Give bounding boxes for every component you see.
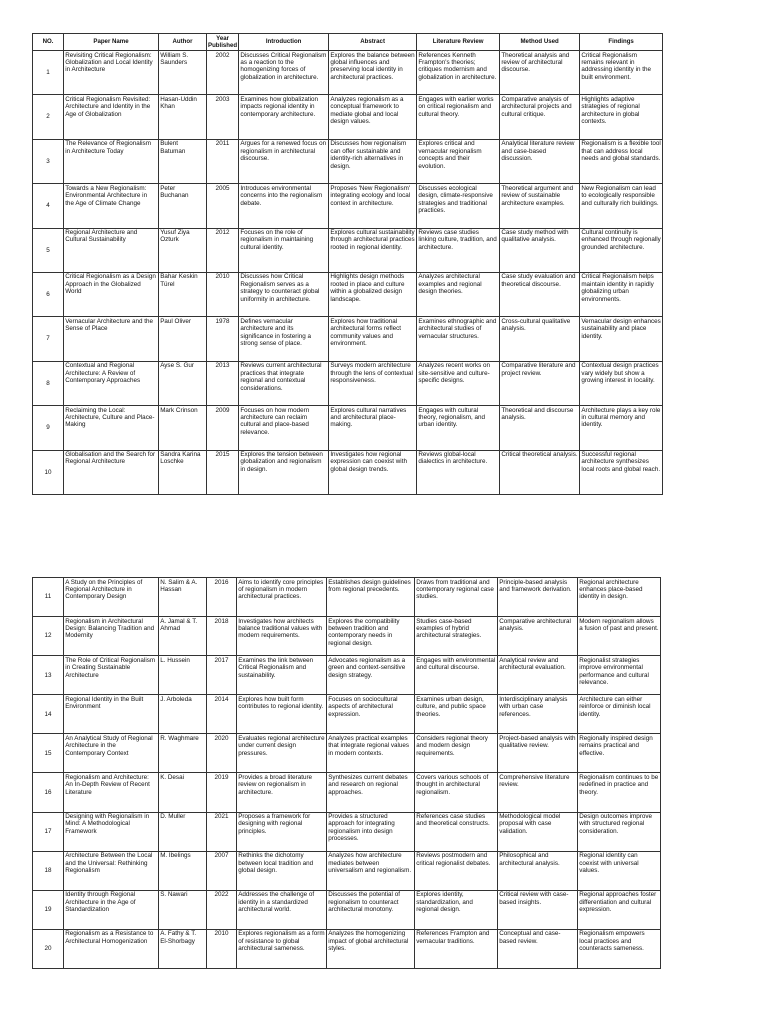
cell-author: William S. Saunders	[159, 51, 207, 95]
literature-table-top	[32, 33, 663, 495]
cell-year: 2010	[207, 929, 237, 968]
cell-method-used: Comprehensive literature review.	[498, 773, 578, 812]
cell-no: 14	[33, 695, 64, 734]
cell-method-used: Project-based analysis with qualitative review.	[498, 734, 578, 773]
table-row	[33, 773, 661, 812]
cell-introduction: Evaluates regional architecture under current design pressures.	[237, 734, 327, 773]
cell-method-used: Methodological model proposal with case validation.	[498, 812, 578, 851]
cell-method-used: Comparative literature and project review.	[500, 361, 580, 405]
cell-no: 2	[33, 95, 64, 139]
header-findings: Findings	[580, 34, 663, 51]
cell-abstract: Surveys modern architecture through the lens of contextual responsiveness.	[329, 361, 417, 405]
cell-no: 7	[33, 317, 64, 361]
cell-findings: New Regionalism can lead to ecologically responsible and culturally rich buildings.	[580, 184, 663, 228]
cell-author: Peter Buchanan	[159, 184, 207, 228]
table-row	[33, 406, 663, 450]
cell-findings: Architecture plays a key role in cultural memory and identity.	[580, 406, 663, 450]
cell-introduction: Aims to identify core principles of regionalism in modern architectural practices.	[237, 578, 327, 617]
cell-no: 6	[33, 272, 64, 316]
cell-literature-review: Draws from traditional and contemporary regional case studies.	[415, 578, 498, 617]
cell-abstract: Synthesizes current debates and research on regional approaches.	[327, 773, 415, 812]
header-literature-review: Literature Review	[417, 34, 500, 51]
table-row	[33, 734, 661, 773]
cell-paper-name: Designing with Regionalism in Mind: A Methodological Framework	[64, 812, 159, 851]
cell-literature-review: Reviews global-local dialectics in architecture.	[417, 450, 500, 494]
cell-no: 8	[33, 361, 64, 405]
cell-literature-review: Engages with cultural theory, regionalism, and urban identity.	[417, 406, 500, 450]
cell-literature-review: Discusses ecological design, climate-responsive strategies and traditional practices.	[417, 184, 500, 228]
header-no: NO.	[33, 34, 64, 51]
cell-literature-review: Analyzes recent works on site-sensitive and culture-specific designs.	[417, 361, 500, 405]
cell-literature-review: Analyzes architectural examples and regional design theories.	[417, 272, 500, 316]
cell-paper-name: Revisiting Critical Regionalism: Globalization and Local Identity in Architecture	[64, 51, 159, 95]
cell-literature-review: Examines ethnographic and architectural studies of vernacular structures.	[417, 317, 500, 361]
table-row	[33, 228, 663, 272]
cell-literature-review: Studies case-based examples of hybrid architectural strategies.	[415, 617, 498, 656]
cell-year: 2021	[207, 812, 237, 851]
cell-abstract: Explores the balance between global influences and preserving local identity in architectural practices.	[329, 51, 417, 95]
cell-findings: Design outcomes improve with structured regional consideration.	[578, 812, 661, 851]
cell-introduction: Discusses Critical Regionalism as a reaction to the homogenizing forces of globalization in architecture.	[239, 51, 329, 95]
cell-method-used: Theoretical and discourse analysis.	[500, 406, 580, 450]
cell-findings: Regionally inspired design remains practical and effective.	[578, 734, 661, 773]
cell-year: 2016	[207, 578, 237, 617]
table-row	[33, 184, 663, 228]
cell-paper-name: Contextual and Regional Architecture: A Review of Contemporary Approaches	[64, 361, 159, 405]
cell-no: 16	[33, 773, 64, 812]
cell-abstract: Explores how traditional architectural forms reflect community values and environment.	[329, 317, 417, 361]
table-row	[33, 95, 663, 139]
cell-literature-review: Examines urban design, culture, and public space theories.	[415, 695, 498, 734]
cell-author: Bahar Keskin Türel	[159, 272, 207, 316]
cell-findings: Critical Regionalism remains relevant in addressing identity in the built environment.	[580, 51, 663, 95]
cell-abstract: Proposes 'New Regionalism' integrating ecology and local context in architecture.	[329, 184, 417, 228]
header-year-published: Year Published	[208, 34, 238, 49]
table-row	[33, 929, 661, 968]
cell-paper-name: Regionalism in Architectural Design: Balancing Tradition and Modernity	[64, 617, 159, 656]
cell-year: 1978	[207, 317, 239, 361]
cell-no: 15	[33, 734, 64, 773]
cell-no: 18	[33, 851, 64, 890]
cell-method-used: Analytical literature review and case-based discussion.	[500, 139, 580, 183]
cell-author: A. Jamal & T. Ahmad	[159, 617, 207, 656]
cell-method-used: Case study method with qualitative analysis.	[500, 228, 580, 272]
cell-no: 12	[33, 617, 64, 656]
cell-author: J. Arboleda	[159, 695, 207, 734]
table-row	[33, 272, 663, 316]
cell-author: Ayse S. Gur	[159, 361, 207, 405]
cell-no: 13	[33, 656, 64, 695]
cell-method-used: Conceptual and case-based review.	[498, 929, 578, 968]
cell-abstract: Discusses how regionalism can offer sustainable and identity-rich alternatives in design.	[329, 139, 417, 183]
cell-literature-review: Reviews postmodern and critical regionalist debates.	[415, 851, 498, 890]
table-row	[33, 139, 663, 183]
cell-findings: Architecture can either reinforce or diminish local identity.	[578, 695, 661, 734]
table-row	[33, 617, 661, 656]
cell-findings: Highlights adaptive strategies of regional architecture in global contexts.	[580, 95, 663, 139]
cell-paper-name: Vernacular Architecture and the Sense of Place	[64, 317, 159, 361]
cell-paper-name: Regional Architecture and Cultural Sustainability	[64, 228, 159, 272]
cell-paper-name: The Relevance of Regionalism in Architecture Today	[64, 139, 159, 183]
cell-method-used: Philosophical and architectural analysis.	[498, 851, 578, 890]
cell-year: 2009	[207, 406, 239, 450]
header-method-used: Method Used	[500, 34, 580, 51]
cell-abstract: Explores cultural narratives and architectural place-making.	[329, 406, 417, 450]
cell-method-used: Cross-cultural qualitative analysis.	[500, 317, 580, 361]
cell-year: 2018	[207, 617, 237, 656]
table-row	[33, 51, 663, 95]
cell-introduction: Defines vernacular architecture and its significance in fostering a strong sense of place.	[239, 317, 329, 361]
cell-findings: Regionalism continues to be redefined in practice and theory.	[578, 773, 661, 812]
cell-literature-review: Reviews case studies linking culture, tradition, and architecture.	[417, 228, 500, 272]
cell-author: R. Waghmare	[159, 734, 207, 773]
cell-literature-review: References case studies and theoretical constructs.	[415, 812, 498, 851]
cell-no: 9	[33, 406, 64, 450]
table-row	[33, 450, 663, 494]
cell-year: 2002	[207, 51, 239, 95]
cell-abstract: Analyzes practical examples that integrate regional values in modern contexts.	[327, 734, 415, 773]
cell-year: 2013	[207, 361, 239, 405]
cell-year: 2020	[207, 734, 237, 773]
cell-abstract: Analyzes how architecture mediates between universalism and regionalism.	[327, 851, 415, 890]
cell-method-used: Comparative architectural analysis.	[498, 617, 578, 656]
cell-year: 2003	[207, 95, 239, 139]
cell-introduction: Proposes a framework for designing with regional principles.	[237, 812, 327, 851]
cell-paper-name: Architecture Between the Local and the Universal: Rethinking Regionalism	[64, 851, 159, 890]
cell-method-used: Theoretical analysis and review of architectural discourse.	[500, 51, 580, 95]
cell-year: 2007	[207, 851, 237, 890]
cell-findings: Regional architecture enhances place-based identity in design.	[578, 578, 661, 617]
cell-introduction: Explores how built form contributes to regional identity.	[237, 695, 327, 734]
cell-findings: Cultural continuity is enhanced through regionally grounded architecture.	[580, 228, 663, 272]
header-paper-name: Paper Name	[64, 34, 159, 51]
cell-paper-name: An Analytical Study of Regional Architecture in the Contemporary Context	[64, 734, 159, 773]
cell-paper-name: Critical Regionalism Revisited: Architecture and Identity in the Age of Globalization	[64, 95, 159, 139]
table-row	[33, 890, 661, 929]
cell-introduction: Rethinks the dichotomy between local tradition and global design.	[237, 851, 327, 890]
cell-literature-review: References Frampton and vernacular traditions.	[415, 929, 498, 968]
cell-year: 2012	[207, 228, 239, 272]
cell-introduction: Reviews current architectural practices that integrate regional and contextual considerations.	[239, 361, 329, 405]
cell-author: Sandra Karina Loschke	[159, 450, 207, 494]
cell-no: 1	[33, 51, 64, 95]
table-row	[33, 361, 663, 405]
header-introduction: Introduction	[239, 34, 329, 51]
table-row	[33, 851, 661, 890]
cell-author: D. Muller	[159, 812, 207, 851]
cell-abstract: Explores the compatibility between tradition and contemporary needs in regional design.	[327, 617, 415, 656]
cell-paper-name: Towards a New Regionalism: Environmental Architecture in the Age of Climate Change	[64, 184, 159, 228]
cell-introduction: Examines how globalization impacts regional identity in contemporary architecture.	[239, 95, 329, 139]
cell-literature-review: Covers various schools of thought in architectural regionalism.	[415, 773, 498, 812]
cell-author: L. Hussein	[159, 656, 207, 695]
cell-abstract: Establishes design guidelines from regional precedents.	[327, 578, 415, 617]
cell-introduction: Explores regionalism as a form of resistance to global architectural sameness.	[237, 929, 327, 968]
cell-findings: Regionalism empowers local practices and counteracts sameness.	[578, 929, 661, 968]
cell-introduction: Examines the link between Critical Regionalism and sustainability.	[237, 656, 327, 695]
cell-method-used: Critical review with case-based insights.	[498, 890, 578, 929]
cell-introduction: Introduces environmental concerns into the regionalism debate.	[239, 184, 329, 228]
cell-year: 2022	[207, 890, 237, 929]
cell-findings: Contextual design practices vary widely but show a growing interest in locality.	[580, 361, 663, 405]
cell-introduction: Focuses on how modern architecture can reclaim cultural and place-based relevance.	[239, 406, 329, 450]
cell-paper-name: The Role of Critical Regionalism in Creating Sustainable Architecture	[64, 656, 159, 695]
cell-year: 2014	[207, 695, 237, 734]
cell-no: 20	[33, 929, 64, 968]
table-row	[33, 656, 661, 695]
cell-paper-name: Reclaiming the Local: Architecture, Culture and Place-Making	[64, 406, 159, 450]
cell-author: Hasan-Uddin Khan	[159, 95, 207, 139]
cell-findings: Regional approaches foster differentiation and cultural expression.	[578, 890, 661, 929]
cell-year: 2017	[207, 656, 237, 695]
cell-author: S. Nawari	[159, 890, 207, 929]
cell-author: Mark Crinson	[159, 406, 207, 450]
cell-findings: Successful regional architecture synthesizes local roots and global reach.	[580, 450, 663, 494]
cell-method-used: Theoretical argument and review of sustainable architecture examples.	[500, 184, 580, 228]
cell-abstract: Discusses the potential of regionalism to counteract architectural monotony.	[327, 890, 415, 929]
cell-findings: Regionalist strategies improve environmental performance and cultural relevance.	[578, 656, 661, 695]
cell-abstract: Investigates how regional expression can coexist with global design trends.	[329, 450, 417, 494]
cell-method-used: Critical theoretical analysis.	[500, 450, 580, 494]
cell-findings: Modern regionalism allows a fusion of past and present.	[578, 617, 661, 656]
cell-author: Yusuf Ziya Ozturk	[159, 228, 207, 272]
cell-method-used: Comparative analysis of architectural projects and cultural critique.	[500, 95, 580, 139]
cell-year: 2019	[207, 773, 237, 812]
cell-no: 4	[33, 184, 64, 228]
cell-author: Paul Oliver	[159, 317, 207, 361]
cell-abstract: Highlights design methods rooted in place and culture within a globalized design landscape.	[329, 272, 417, 316]
cell-no: 5	[33, 228, 64, 272]
literature-table-bottom	[32, 577, 661, 969]
table-row	[33, 812, 661, 851]
cell-method-used: Interdisciplinary analysis with urban case references.	[498, 695, 578, 734]
cell-author: K. Desai	[159, 773, 207, 812]
table-row	[33, 695, 661, 734]
cell-findings: Regional identity can coexist with universal values.	[578, 851, 661, 890]
cell-findings: Regionalism is a flexible tool that can address local needs and global standards.	[580, 139, 663, 183]
cell-introduction: Investigates how architects balance traditional values with modern requirements.	[237, 617, 327, 656]
cell-introduction: Provides a broad literature review on regionalism in architecture.	[237, 773, 327, 812]
cell-introduction: Focuses on the role of regionalism in maintaining cultural identity.	[239, 228, 329, 272]
cell-method-used: Case study evaluation and theoretical discourse.	[500, 272, 580, 316]
cell-paper-name: Identity through Regional Architecture in the Age of Standardization	[64, 890, 159, 929]
cell-introduction: Addresses the challenge of identity in a standardized architectural world.	[237, 890, 327, 929]
cell-author: A. Fathy & T. El-Shorbagy	[159, 929, 207, 968]
cell-paper-name: A Study on the Principles of Regional Architecture in Contemporary Design	[64, 578, 159, 617]
cell-literature-review: Engages with earlier works on critical regionalism and cultural theory.	[417, 95, 500, 139]
cell-abstract: Explores cultural sustainability through architectural practices rooted in regional identity.	[329, 228, 417, 272]
cell-no: 10	[33, 450, 64, 494]
cell-author: Bulent Batuman	[159, 139, 207, 183]
header-author: Author	[159, 34, 207, 51]
cell-author: N. Salim & A. Hassan	[159, 578, 207, 617]
cell-abstract: Advocates regionalism as a green and context-sensitive design strategy.	[327, 656, 415, 695]
cell-paper-name: Globalisation and the Search for Regional Architecture	[64, 450, 159, 494]
cell-year: 2010	[207, 272, 239, 316]
cell-paper-name: Regional Identity in the Built Environment	[64, 695, 159, 734]
header-abstract: Abstract	[329, 34, 417, 51]
table-row	[33, 578, 661, 617]
header-row	[33, 34, 663, 51]
cell-findings: Critical Regionalism helps maintain identity in rapidly globalizing urban environments.	[580, 272, 663, 316]
cell-paper-name: Regionalism as a Resistance to Architectural Homogenization	[64, 929, 159, 968]
cell-literature-review: Engages with environmental and cultural discourse.	[415, 656, 498, 695]
cell-year: 2005	[207, 184, 239, 228]
cell-year: 2011	[207, 139, 239, 183]
cell-no: 19	[33, 890, 64, 929]
cell-literature-review: Considers regional theory and modern design requirements.	[415, 734, 498, 773]
cell-paper-name: Critical Regionalism as a Design Approach in the Globalized World	[64, 272, 159, 316]
cell-abstract: Provides a structured approach for integrating regionalism into design processes.	[327, 812, 415, 851]
cell-findings: Vernacular design enhances sustainability and place identity.	[580, 317, 663, 361]
cell-paper-name: Regionalism and Architecture: An In-Depth Review of Recent Literature	[64, 773, 159, 812]
cell-literature-review: Explores critical and vernacular regionalism concepts and their evolution.	[417, 139, 500, 183]
cell-no: 17	[33, 812, 64, 851]
table-row	[33, 317, 663, 361]
cell-introduction: Explores the tension between globalization and regionalism in design.	[239, 450, 329, 494]
cell-method-used: Analytical review and architectural evaluation.	[498, 656, 578, 695]
cell-abstract: Focuses on sociocultural aspects of architectural expression.	[327, 695, 415, 734]
cell-year: 2015	[207, 450, 239, 494]
cell-no: 3	[33, 139, 64, 183]
cell-no: 11	[33, 578, 64, 617]
cell-author: M. Ibelings	[159, 851, 207, 890]
cell-literature-review: References Kenneth Frampton's theories; critiques modernism and globalization in architecture.	[417, 51, 500, 95]
cell-introduction: Discusses how Critical Regionalism serves as a strategy to counteract global uniformity in architecture.	[239, 272, 329, 316]
cell-abstract: Analyzes regionalism as a conceptual framework to mediate global and local design values.	[329, 95, 417, 139]
cell-introduction: Argues for a renewed focus on regionalism in architectural discourse.	[239, 139, 329, 183]
cell-abstract: Analyzes the homogenizing impact of global architectural styles.	[327, 929, 415, 968]
cell-method-used: Principle-based analysis and framework derivation.	[498, 578, 578, 617]
cell-literature-review: Explores identity, standardization, and regional design.	[415, 890, 498, 929]
